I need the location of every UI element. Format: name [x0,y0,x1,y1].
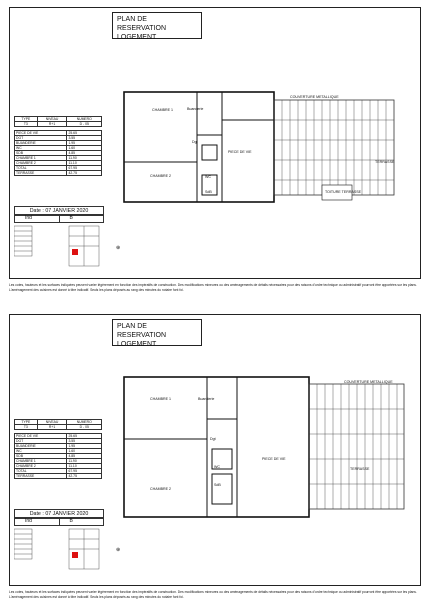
sheet-title [112,12,202,39]
date-row: Date : 07 JANVIER 2020 [14,206,104,216]
title-line-2: LOGEMENT [117,341,157,348]
terrace-label: TERRASSE [350,467,370,471]
roof-couverture: COUVERTURE METALLIQUE [290,95,339,99]
key-plan-diagram [14,527,102,573]
footer-disclaimer: Les cotes, hauteurs et les surfaces indiquées peuvent varier légèrement en fonction des impératifs de construction. Des modifications mineures ou des aménagements de détails nécessaires pour des raisons d'ordre technique ou administratif pourront être apportées sur les plans. L'aménagement des cuisines est donné à titre indicatif. Seuls les plans déposés au rang des minutes du notaire font foi. [9,590,417,599]
table-row: PIECE DE VIE 25.65 [15,434,102,439]
table-row: BUANDERIE 1.95 [15,444,102,449]
terrasse-row: TERRASSE 42.75 [15,474,102,479]
room-dgt: Dgt [192,140,198,144]
north-arrow-icon: ⊕ [116,547,121,553]
room-piece-de-vie: PIECE DE VIE [262,457,286,461]
key-plan-diagram [14,224,102,270]
table-row: PIECE DE VIE 25.65 [15,131,102,136]
total-row: TOTAL 67.95 [15,469,102,474]
val-type: T3 [15,122,38,127]
toiture-label: TOITURE TERRASSE [325,190,362,194]
terrace-label: TERRASSE [375,160,395,164]
terrasse-row: TERRASSE 42.75 [15,171,102,176]
table-row: CHAMBRE 2 11.10 [15,161,102,166]
col-type: TYPE [15,117,38,122]
room-buanderie: Buanderie [187,107,204,111]
reservation-sheet-1 [0,0,431,300]
roof-couverture: COUVERTURE METALLIQUE [344,380,393,384]
room-wc: WC [205,175,211,179]
sheet-title [112,319,202,346]
footer-disclaimer: Les cotes, hauteurs et les surfaces indiquées peuvent varier légèrement en fonction des impératifs de construction. Des modifications mineures ou des aménagements de détails nécessaires pour des raisons d'ordre technique ou administratif pourront être apportées sur les plans. L'aménagement des cuisines est donné à titre indicatif. Seuls les plans déposés au rang des minutes du notaire font foi. [9,283,417,292]
table-row: CHAMBRE 1 11.90 [15,459,102,464]
table-row: SDB 4.85 [15,454,102,459]
table-row: CHAMBRE 1 11.90 [15,156,102,161]
table-row: DGT 3.55 [15,439,102,444]
val-niveau: R+1 [37,122,67,127]
val-numero: D - 05 [67,122,102,127]
table-row: BUANDERIE 1.95 [15,141,102,146]
ind-row: Ind B [14,214,104,223]
room-chambre-2: CHAMBRE 2 [150,487,171,491]
info-table-1 [14,116,102,176]
room-piece-de-vie: PIECE DE VIE [228,150,252,154]
reservation-sheet-2 [0,307,431,607]
room-sdb: SdB [214,483,221,487]
room-dgt: Dgt [210,437,216,441]
total-row: TOTAL 67.95 [15,166,102,171]
room-wc: WC [214,465,220,469]
floor-plan-1 [112,80,412,240]
title-line-1: PLAN DE RESERVATION [117,16,167,32]
north-arrow-icon: ⊕ [116,245,121,251]
room-chambre-2: CHAMBRE 2 [150,174,171,178]
table-row: WC 1.60 [15,449,102,454]
col-niveau: NIVEAU [37,117,67,122]
table-row: SDB 4.85 [15,151,102,156]
room-chambre-1: CHAMBRE 1 [150,397,171,401]
col-numero: NUMERO [67,117,102,122]
table-row: CHAMBRE 2 11.10 [15,464,102,469]
room-sdb: SdB [205,190,212,194]
ind-row: Ind B [14,517,104,526]
room-buanderie: Buanderie [198,397,215,401]
title-line-1: PLAN DE RESERVATION [117,323,167,339]
info-table-2: TYPE NIVEAU NUMERO T3 R+1 D - 05 PIECE DE VIE 25.65 DGT 3.55 BUANDERIE 1.95 WC 1.60 SDB 4.85 CHAMBRE 1 11.90 CHAMBRE 2 11.10 TOTAL 67.95 TERRASSE 42.75 [14,419,102,479]
title-line-2: LOGEMENT [117,34,157,41]
floor-plan-2 [112,369,412,529]
date-row: Date : 07 JANVIER 2020 [14,509,104,519]
table-row: WC 1.60 [15,146,102,151]
table-row: DGT 3.55 [15,136,102,141]
room-chambre-1: CHAMBRE 1 [152,108,173,112]
